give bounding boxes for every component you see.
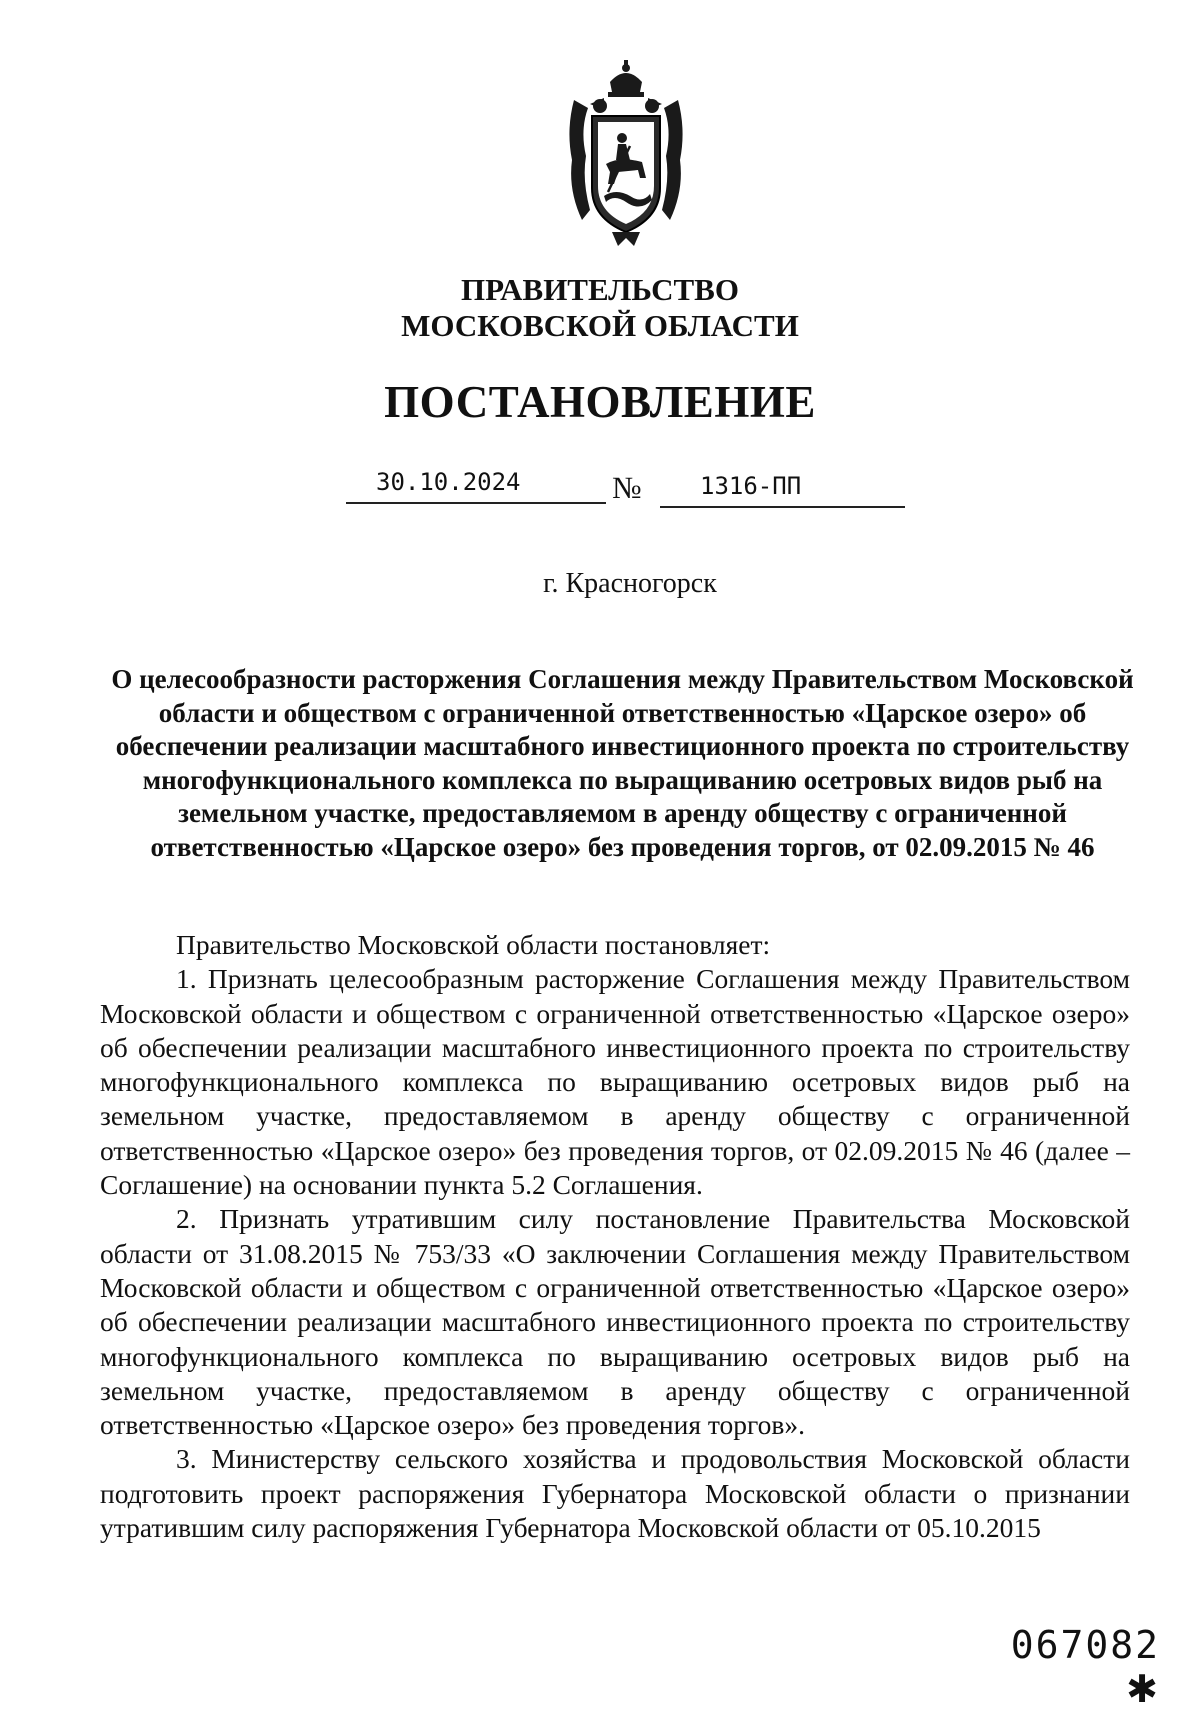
document-type: ПОСТАНОВЛЕНИЕ [384,377,816,427]
organization-name-line-1: ПРАВИТЕЛЬСТВО [461,272,739,307]
registration-date-field [346,460,606,504]
registration-number-field [660,460,905,508]
body-item-3: 3. Министерству сельского хозяйства и продовольствия Московской области подготовить проект распоряжения Губернатора Московской области о признании утратившим силу распоряжения Губернатора Московской области от 05.10.2015 [100,1443,1130,1544]
registration-number: 1316-ПП [700,472,802,500]
sheet-number: 067082 [1010,1623,1160,1667]
organization-name-line-2: МОСКОВСКОЙ ОБЛАСТИ [401,308,799,343]
sheet-serial [960,1623,1160,1711]
body-item-2: 2. Признать утратившим силу постановление Правительства Московской области от 31.08.2015 № 753/33 «О заключении Соглашения между Правительством Московской области и обществом с ограниченной ответственностью «Царское озеро» об обеспечении реализации масштабного инвестиционного проекта по строительству многофункционального комплекса по выращиванию осетровых видов рыб на земельном участке, предоставляемом в аренду обществу с ограниченной ответственностью «Царское озеро» без проведения торгов». [100,1203,1130,1441]
registration-date: 30.10.2024 [376,468,521,496]
body-item-1: 1. Признать целесообразным расторжение Соглашения между Правительством Московской области и обществом с ограниченной ответственностью «Царское озеро» об обеспечении реализации масштабного инвестиционного проекта по строительству многофункционального комплекса по выращиванию осетровых видов рыб на земельном участке, предоставляемом в аренду обществу с ограниченной ответственностью «Царское озеро» без проведения торгов, от 02.09.2015 № 46 (далее – Соглашение) на основании пункта 5.2 Соглашения. [100,963,1130,1201]
coat-of-arms-icon [560,60,692,250]
sheet-mark: ✱ [1126,1667,1160,1711]
document-body [100,928,1130,1545]
number-sign: № [612,470,642,505]
city-line: г. Красногорск [543,568,717,599]
document-title: О целесообразности расторжения Соглашения между Правительством Московской области и обществом с ограниченной ответственностью «Царское озеро» об обеспечении реализации масштабного инвестиционного проекта по строительству многофункционального комплекса по выращиванию осетровых видов рыб на земельном участке, предоставляемом в аренду обществу с ограниченной ответственностью «Царское озеро» без проведения торгов, от 02.09.2015 № 46 [111,664,1134,862]
body-preamble: Правительство Московской области постановляет: [176,929,771,960]
